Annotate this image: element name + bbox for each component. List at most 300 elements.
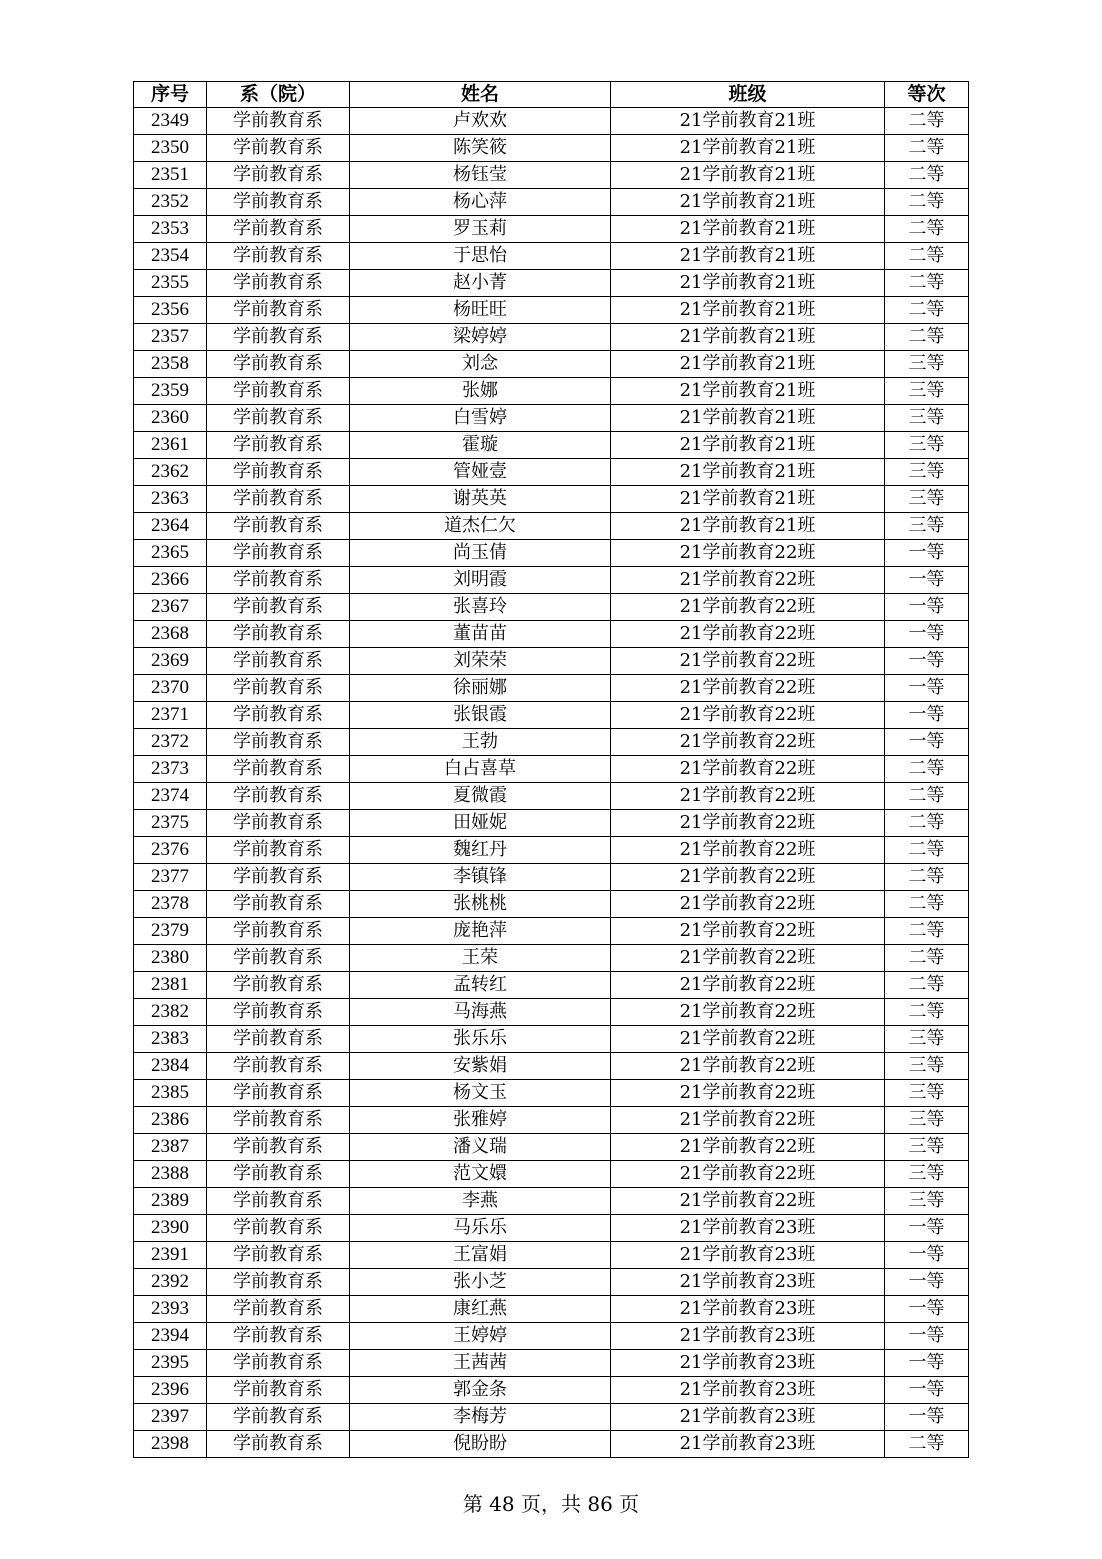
table-header — [134, 82, 969, 108]
department-cell: 学前教育系 — [207, 432, 350, 459]
table-row — [134, 918, 969, 945]
table-row — [134, 621, 969, 648]
class-cell: 21学前教育22班 — [611, 540, 885, 567]
name-cell: 马海燕 — [350, 999, 611, 1026]
table-row — [134, 1134, 969, 1161]
grade-cell: 二等 — [885, 864, 969, 891]
serial-number-cell: 2358 — [134, 351, 207, 378]
name-cell: 李燕 — [350, 1188, 611, 1215]
class-cell: 21学前教育21班 — [611, 405, 885, 432]
department-cell: 学前教育系 — [207, 405, 350, 432]
name-cell: 张乐乐 — [350, 1026, 611, 1053]
table-row — [134, 702, 969, 729]
name-cell: 尚玉倩 — [350, 540, 611, 567]
department-cell: 学前教育系 — [207, 567, 350, 594]
serial-number-cell: 2390 — [134, 1215, 207, 1242]
grade-cell: 二等 — [885, 918, 969, 945]
department-cell: 学前教育系 — [207, 675, 350, 702]
serial-number-cell: 2394 — [134, 1323, 207, 1350]
name-cell: 谢英英 — [350, 486, 611, 513]
class-cell: 21学前教育23班 — [611, 1269, 885, 1296]
class-cell: 21学前教育22班 — [611, 1107, 885, 1134]
class-cell: 21学前教育22班 — [611, 891, 885, 918]
table-row — [134, 270, 969, 297]
table-row — [134, 1269, 969, 1296]
class-cell: 21学前教育23班 — [611, 1215, 885, 1242]
department-cell: 学前教育系 — [207, 648, 350, 675]
table-row — [134, 189, 969, 216]
serial-number-cell: 2354 — [134, 243, 207, 270]
name-cell: 董苗苗 — [350, 621, 611, 648]
serial-number-cell: 2385 — [134, 1080, 207, 1107]
name-cell: 梁婷婷 — [350, 324, 611, 351]
header-name: 姓名 — [350, 82, 611, 108]
table-row — [134, 891, 969, 918]
grade-cell: 一等 — [885, 648, 969, 675]
table-row — [134, 1242, 969, 1269]
serial-number-cell: 2359 — [134, 378, 207, 405]
table-row — [134, 864, 969, 891]
grade-cell: 二等 — [885, 108, 969, 135]
serial-number-cell: 2351 — [134, 162, 207, 189]
grade-cell: 三等 — [885, 1053, 969, 1080]
department-cell: 学前教育系 — [207, 729, 350, 756]
name-cell: 道杰仁欠 — [350, 513, 611, 540]
grade-cell: 一等 — [885, 1269, 969, 1296]
class-cell: 21学前教育21班 — [611, 432, 885, 459]
grade-cell: 一等 — [885, 1215, 969, 1242]
table-row — [134, 324, 969, 351]
class-cell: 21学前教育23班 — [611, 1404, 885, 1431]
serial-number-cell: 2352 — [134, 189, 207, 216]
department-cell: 学前教育系 — [207, 1161, 350, 1188]
grade-cell: 二等 — [885, 216, 969, 243]
department-cell: 学前教育系 — [207, 1215, 350, 1242]
name-cell: 夏微霞 — [350, 783, 611, 810]
department-cell: 学前教育系 — [207, 891, 350, 918]
department-cell: 学前教育系 — [207, 1350, 350, 1377]
serial-number-cell: 2377 — [134, 864, 207, 891]
serial-number-cell: 2381 — [134, 972, 207, 999]
grade-cell: 一等 — [885, 540, 969, 567]
class-cell: 21学前教育21班 — [611, 378, 885, 405]
grade-cell: 二等 — [885, 972, 969, 999]
serial-number-cell: 2369 — [134, 648, 207, 675]
table-row — [134, 432, 969, 459]
table-row — [134, 972, 969, 999]
class-cell: 21学前教育22班 — [611, 918, 885, 945]
class-cell: 21学前教育22班 — [611, 594, 885, 621]
table-row — [134, 1026, 969, 1053]
department-cell: 学前教育系 — [207, 540, 350, 567]
class-cell: 21学前教育21班 — [611, 351, 885, 378]
serial-number-cell: 2363 — [134, 486, 207, 513]
name-cell: 卢欢欢 — [350, 108, 611, 135]
name-cell: 徐丽娜 — [350, 675, 611, 702]
grade-cell: 二等 — [885, 162, 969, 189]
grade-cell: 三等 — [885, 1107, 969, 1134]
department-cell: 学前教育系 — [207, 945, 350, 972]
grade-cell: 一等 — [885, 1242, 969, 1269]
department-cell: 学前教育系 — [207, 810, 350, 837]
name-cell: 罗玉莉 — [350, 216, 611, 243]
table-row — [134, 1350, 969, 1377]
serial-number-cell: 2389 — [134, 1188, 207, 1215]
grade-cell: 一等 — [885, 1404, 969, 1431]
grade-cell: 二等 — [885, 810, 969, 837]
department-cell: 学前教育系 — [207, 918, 350, 945]
serial-number-cell: 2357 — [134, 324, 207, 351]
grade-cell: 一等 — [885, 621, 969, 648]
table-row — [134, 1053, 969, 1080]
serial-number-cell: 2362 — [134, 459, 207, 486]
name-cell: 庞艳萍 — [350, 918, 611, 945]
serial-number-cell: 2380 — [134, 945, 207, 972]
table-row — [134, 486, 969, 513]
department-cell: 学前教育系 — [207, 216, 350, 243]
grade-cell: 一等 — [885, 594, 969, 621]
class-cell: 21学前教育23班 — [611, 1377, 885, 1404]
table-row — [134, 1431, 969, 1458]
serial-number-cell: 2371 — [134, 702, 207, 729]
name-cell: 刘明霞 — [350, 567, 611, 594]
serial-number-cell: 2365 — [134, 540, 207, 567]
name-cell: 霍璇 — [350, 432, 611, 459]
name-cell: 张银霞 — [350, 702, 611, 729]
grade-cell: 三等 — [885, 405, 969, 432]
name-cell: 李梅芳 — [350, 1404, 611, 1431]
table-row — [134, 1107, 969, 1134]
name-cell: 潘义瑞 — [350, 1134, 611, 1161]
department-cell: 学前教育系 — [207, 135, 350, 162]
name-cell: 赵小菁 — [350, 270, 611, 297]
grade-cell: 三等 — [885, 1161, 969, 1188]
serial-number-cell: 2397 — [134, 1404, 207, 1431]
name-cell: 范文嬛 — [350, 1161, 611, 1188]
grade-cell: 二等 — [885, 270, 969, 297]
serial-number-cell: 2383 — [134, 1026, 207, 1053]
class-cell: 21学前教育21班 — [611, 189, 885, 216]
table-body — [134, 108, 969, 1458]
grade-cell: 二等 — [885, 837, 969, 864]
class-cell: 21学前教育22班 — [611, 945, 885, 972]
grade-cell: 二等 — [885, 783, 969, 810]
class-cell: 21学前教育21班 — [611, 324, 885, 351]
serial-number-cell: 2372 — [134, 729, 207, 756]
serial-number-cell: 2355 — [134, 270, 207, 297]
department-cell: 学前教育系 — [207, 1107, 350, 1134]
table-row — [134, 1377, 969, 1404]
name-cell: 刘念 — [350, 351, 611, 378]
name-cell: 张娜 — [350, 378, 611, 405]
table-row — [134, 1404, 969, 1431]
table-row — [134, 783, 969, 810]
table-row — [134, 837, 969, 864]
department-cell: 学前教育系 — [207, 351, 350, 378]
department-cell: 学前教育系 — [207, 1242, 350, 1269]
name-cell: 张喜玲 — [350, 594, 611, 621]
department-cell: 学前教育系 — [207, 1026, 350, 1053]
department-cell: 学前教育系 — [207, 864, 350, 891]
class-cell: 21学前教育23班 — [611, 1296, 885, 1323]
name-cell: 李镇锋 — [350, 864, 611, 891]
department-cell: 学前教育系 — [207, 378, 350, 405]
serial-number-cell: 2364 — [134, 513, 207, 540]
header-grade: 等次 — [885, 82, 969, 108]
class-cell: 21学前教育22班 — [611, 1053, 885, 1080]
grade-cell: 三等 — [885, 378, 969, 405]
class-cell: 21学前教育22班 — [611, 810, 885, 837]
name-cell: 王富娟 — [350, 1242, 611, 1269]
table-row — [134, 945, 969, 972]
serial-number-cell: 2382 — [134, 999, 207, 1026]
department-cell: 学前教育系 — [207, 297, 350, 324]
name-cell: 张小芝 — [350, 1269, 611, 1296]
table-row — [134, 513, 969, 540]
name-cell: 倪盼盼 — [350, 1431, 611, 1458]
page-number-footer: 第 48 页，共 86 页 — [462, 1492, 640, 1516]
class-cell: 21学前教育22班 — [611, 702, 885, 729]
serial-number-cell: 2356 — [134, 297, 207, 324]
header-class: 班级 — [611, 82, 885, 108]
table-row — [134, 729, 969, 756]
serial-number-cell: 2387 — [134, 1134, 207, 1161]
department-cell: 学前教育系 — [207, 1134, 350, 1161]
serial-number-cell: 2378 — [134, 891, 207, 918]
class-cell: 21学前教育22班 — [611, 729, 885, 756]
department-cell: 学前教育系 — [207, 108, 350, 135]
name-cell: 郭金条 — [350, 1377, 611, 1404]
name-cell: 张桃桃 — [350, 891, 611, 918]
serial-number-cell: 2366 — [134, 567, 207, 594]
class-cell: 21学前教育22班 — [611, 1026, 885, 1053]
grade-cell: 一等 — [885, 1296, 969, 1323]
roster-table — [133, 81, 969, 1458]
name-cell: 马乐乐 — [350, 1215, 611, 1242]
serial-number-cell: 2360 — [134, 405, 207, 432]
department-cell: 学前教育系 — [207, 162, 350, 189]
serial-number-cell: 2368 — [134, 621, 207, 648]
class-cell: 21学前教育23班 — [611, 1242, 885, 1269]
table-row — [134, 243, 969, 270]
name-cell: 王茜茜 — [350, 1350, 611, 1377]
department-cell: 学前教育系 — [207, 999, 350, 1026]
class-cell: 21学前教育21班 — [611, 486, 885, 513]
table-row — [134, 567, 969, 594]
grade-cell: 二等 — [885, 324, 969, 351]
class-cell: 21学前教育21班 — [611, 459, 885, 486]
grade-cell: 三等 — [885, 1134, 969, 1161]
table-row — [134, 135, 969, 162]
name-cell: 王婷婷 — [350, 1323, 611, 1350]
department-cell: 学前教育系 — [207, 783, 350, 810]
class-cell: 21学前教育22班 — [611, 648, 885, 675]
grade-cell: 三等 — [885, 1188, 969, 1215]
name-cell: 田娅妮 — [350, 810, 611, 837]
name-cell: 安紫娟 — [350, 1053, 611, 1080]
table-row — [134, 1215, 969, 1242]
serial-number-cell: 2373 — [134, 756, 207, 783]
department-cell: 学前教育系 — [207, 702, 350, 729]
name-cell: 于思怡 — [350, 243, 611, 270]
grade-cell: 二等 — [885, 297, 969, 324]
department-cell: 学前教育系 — [207, 486, 350, 513]
table-row — [134, 540, 969, 567]
table-row — [134, 756, 969, 783]
department-cell: 学前教育系 — [207, 756, 350, 783]
class-cell: 21学前教育22班 — [611, 783, 885, 810]
grade-cell: 三等 — [885, 1080, 969, 1107]
class-cell: 21学前教育21班 — [611, 513, 885, 540]
table-row — [134, 216, 969, 243]
class-cell: 21学前教育21班 — [611, 216, 885, 243]
class-cell: 21学前教育22班 — [611, 1080, 885, 1107]
grade-cell: 一等 — [885, 702, 969, 729]
grade-cell: 二等 — [885, 1431, 969, 1458]
grade-cell: 二等 — [885, 756, 969, 783]
table-row — [134, 108, 969, 135]
name-cell: 白占喜草 — [350, 756, 611, 783]
serial-number-cell: 2353 — [134, 216, 207, 243]
class-cell: 21学前教育22班 — [611, 999, 885, 1026]
table-row — [134, 1323, 969, 1350]
serial-number-cell: 2361 — [134, 432, 207, 459]
grade-cell: 一等 — [885, 1377, 969, 1404]
class-cell: 21学前教育21班 — [611, 108, 885, 135]
name-cell: 魏红丹 — [350, 837, 611, 864]
grade-cell: 三等 — [885, 513, 969, 540]
department-cell: 学前教育系 — [207, 1080, 350, 1107]
name-cell: 康红燕 — [350, 1296, 611, 1323]
class-cell: 21学前教育23班 — [611, 1350, 885, 1377]
name-cell: 张雅婷 — [350, 1107, 611, 1134]
serial-number-cell: 2349 — [134, 108, 207, 135]
name-cell: 杨钰莹 — [350, 162, 611, 189]
table-row — [134, 459, 969, 486]
class-cell: 21学前教育22班 — [611, 837, 885, 864]
serial-number-cell: 2367 — [134, 594, 207, 621]
department-cell: 学前教育系 — [207, 1431, 350, 1458]
class-cell: 21学前教育22班 — [611, 675, 885, 702]
name-cell: 王荣 — [350, 945, 611, 972]
table-row — [134, 351, 969, 378]
grade-cell: 一等 — [885, 567, 969, 594]
class-cell: 21学前教育23班 — [611, 1323, 885, 1350]
grade-cell: 三等 — [885, 1026, 969, 1053]
grade-cell: 三等 — [885, 486, 969, 513]
class-cell: 21学前教育22班 — [611, 1134, 885, 1161]
header-row — [134, 82, 969, 108]
name-cell: 白雪婷 — [350, 405, 611, 432]
grade-cell: 二等 — [885, 945, 969, 972]
table-row — [134, 675, 969, 702]
department-cell: 学前教育系 — [207, 972, 350, 999]
table-row — [134, 999, 969, 1026]
department-cell: 学前教育系 — [207, 1296, 350, 1323]
name-cell: 孟转红 — [350, 972, 611, 999]
department-cell: 学前教育系 — [207, 513, 350, 540]
class-cell: 21学前教育21班 — [611, 243, 885, 270]
serial-number-cell: 2374 — [134, 783, 207, 810]
table-row — [134, 1188, 969, 1215]
grade-cell: 三等 — [885, 432, 969, 459]
name-cell: 杨心萍 — [350, 189, 611, 216]
department-cell: 学前教育系 — [207, 1188, 350, 1215]
name-cell: 杨旺旺 — [350, 297, 611, 324]
class-cell: 21学前教育21班 — [611, 162, 885, 189]
grade-cell: 二等 — [885, 135, 969, 162]
department-cell: 学前教育系 — [207, 837, 350, 864]
table-row — [134, 405, 969, 432]
name-cell: 陈笑筱 — [350, 135, 611, 162]
table-row — [134, 1161, 969, 1188]
class-cell: 21学前教育22班 — [611, 864, 885, 891]
class-cell: 21学前教育22班 — [611, 1188, 885, 1215]
grade-cell: 二等 — [885, 891, 969, 918]
class-cell: 21学前教育21班 — [611, 270, 885, 297]
serial-number-cell: 2370 — [134, 675, 207, 702]
class-cell: 21学前教育22班 — [611, 567, 885, 594]
serial-number-cell: 2376 — [134, 837, 207, 864]
class-cell: 21学前教育21班 — [611, 135, 885, 162]
table-row — [134, 297, 969, 324]
department-cell: 学前教育系 — [207, 1269, 350, 1296]
class-cell: 21学前教育22班 — [611, 1161, 885, 1188]
grade-cell: 一等 — [885, 1323, 969, 1350]
serial-number-cell: 2395 — [134, 1350, 207, 1377]
department-cell: 学前教育系 — [207, 1323, 350, 1350]
department-cell: 学前教育系 — [207, 1404, 350, 1431]
class-cell: 21学前教育22班 — [611, 756, 885, 783]
department-cell: 学前教育系 — [207, 243, 350, 270]
department-cell: 学前教育系 — [207, 324, 350, 351]
table-row — [134, 1080, 969, 1107]
class-cell: 21学前教育22班 — [611, 621, 885, 648]
serial-number-cell: 2350 — [134, 135, 207, 162]
class-cell: 21学前教育23班 — [611, 1431, 885, 1458]
table-row — [134, 810, 969, 837]
grade-cell: 二等 — [885, 243, 969, 270]
serial-number-cell: 2379 — [134, 918, 207, 945]
department-cell: 学前教育系 — [207, 459, 350, 486]
class-cell: 21学前教育21班 — [611, 297, 885, 324]
grade-cell: 二等 — [885, 189, 969, 216]
department-cell: 学前教育系 — [207, 270, 350, 297]
serial-number-cell: 2375 — [134, 810, 207, 837]
name-cell: 王勃 — [350, 729, 611, 756]
name-cell: 刘荣荣 — [350, 648, 611, 675]
serial-number-cell: 2391 — [134, 1242, 207, 1269]
grade-cell: 一等 — [885, 1350, 969, 1377]
serial-number-cell: 2396 — [134, 1377, 207, 1404]
serial-number-cell: 2388 — [134, 1161, 207, 1188]
grade-cell: 三等 — [885, 459, 969, 486]
department-cell: 学前教育系 — [207, 594, 350, 621]
grade-cell: 一等 — [885, 729, 969, 756]
table-row — [134, 378, 969, 405]
serial-number-cell: 2393 — [134, 1296, 207, 1323]
header-serial-number: 序号 — [134, 82, 207, 108]
class-cell: 21学前教育22班 — [611, 972, 885, 999]
serial-number-cell: 2392 — [134, 1269, 207, 1296]
name-cell: 管娅壹 — [350, 459, 611, 486]
name-cell: 杨文玉 — [350, 1080, 611, 1107]
grade-cell: 三等 — [885, 351, 969, 378]
department-cell: 学前教育系 — [207, 1377, 350, 1404]
header-department: 系（院） — [207, 82, 350, 108]
serial-number-cell: 2384 — [134, 1053, 207, 1080]
table-row — [134, 162, 969, 189]
